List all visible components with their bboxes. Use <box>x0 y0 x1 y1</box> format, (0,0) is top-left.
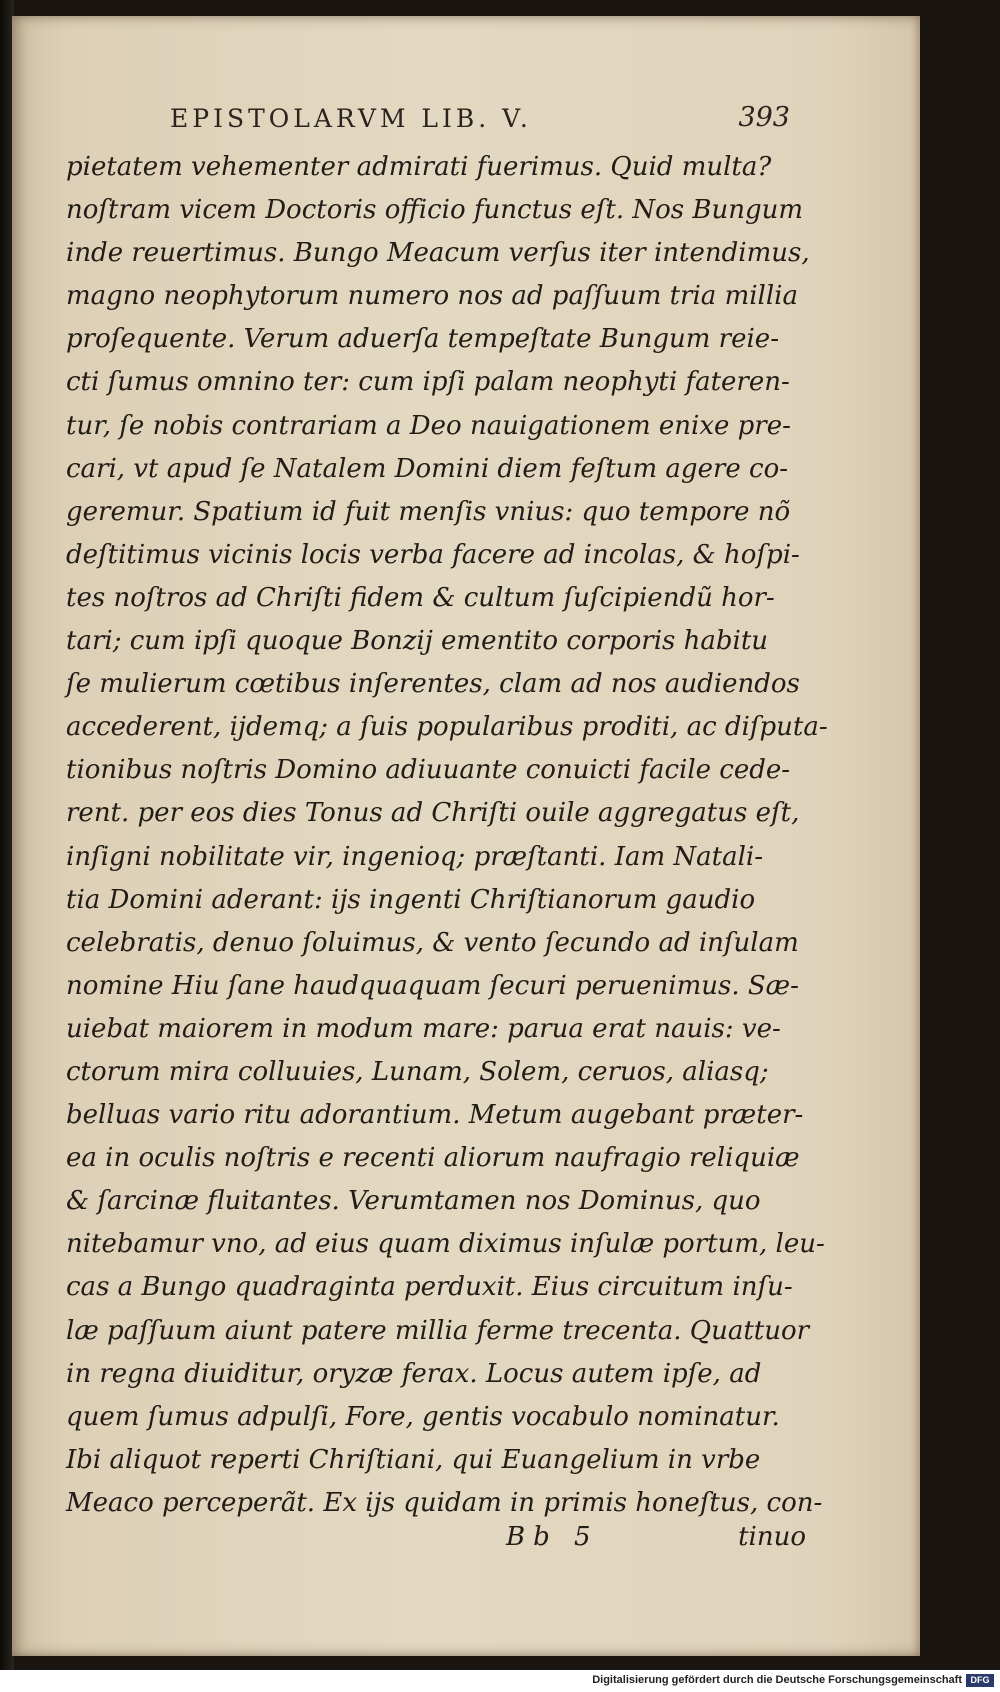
dfg-logo: DFG <box>966 1674 994 1687</box>
text-line: tia Domini aderant: ijs ingenti Chriſtianorum gaudio <box>66 884 756 915</box>
text-line: cas a Bungo quadraginta perduxit. Eius circuitum inſu- <box>66 1272 793 1303</box>
digitization-footer <box>0 1670 1000 1692</box>
text-line: geremur. Spatium id fuit menſis vnius: quo tempore nõ <box>66 496 791 527</box>
text-line: celebratis, denuo ſoluimus, & vento ſecundo ad inſulam <box>66 927 799 958</box>
text-line: tionibus noſtris Domino adiuuante conuicti facile cede- <box>66 755 791 786</box>
text-line: pietatem vehementer admirati fuerimus. Quid multa? <box>66 152 772 182</box>
text-line: tur, ſe nobis contrariam a Deo nauigationem enixe pre- <box>66 410 791 441</box>
page-header <box>170 102 790 142</box>
text-line: accederent, ijdemq; a ſuis popularibus proditi, ac diſputa- <box>66 712 828 743</box>
text-line: uiebat maiorem in modum mare: parua erat nauis: ve- <box>66 1013 781 1044</box>
text-line: nitebamur vno, ad eius quam diximus inſulæ portum, leu- <box>66 1229 825 1260</box>
text-line: læ paſſuum aiunt patere millia ferme trecenta. Quattuor <box>66 1315 810 1346</box>
text-line: Ibi aliquot reperti Chriſtiani, qui Euangelium in vrbe <box>66 1444 761 1475</box>
text-line: cti ſumus omnino ter: cum ipſi palam neophyti fateren- <box>66 367 790 398</box>
catchline <box>66 1516 806 1556</box>
text-line: belluas vario ritu adorantium. Metum augebant præter- <box>66 1100 804 1131</box>
text-line: inde reuertimus. Bungo Meacum verſus iter intendimus, <box>66 238 810 269</box>
text-line: ctorum mira colluuies, Lunam, Solem, ceruos, aliasq; <box>66 1056 769 1087</box>
signature-mark: Bb 5 <box>506 1522 599 1552</box>
running-title: EPISTOLARVM LIB. V. <box>170 104 532 133</box>
text-line: proſequente. Verum aduerſa tempeſtate Bungum reie- <box>66 324 779 355</box>
catchword: tinuo <box>738 1522 806 1552</box>
text-line: quem ſumus adpulſi, Fore, gentis vocabulo nominatur. <box>66 1401 780 1432</box>
text-line: inſigni nobilitate vir, ingenioq; præſtanti. Iam Natali- <box>66 841 764 872</box>
text-line: Meaco perceperãt. Ex ijs quidam in primis honeſtus, con- <box>66 1487 823 1518</box>
text-line: cari, vt apud ſe Natalem Domini diem feſtum agere co- <box>66 453 789 484</box>
text-line: magno neophytorum numero nos ad paſſuum tria millia <box>66 281 798 312</box>
funding-credit: Digitalisierung gefördert durch die Deutsche Forschungsgemeinschaft <box>592 1674 962 1686</box>
page-number: 393 <box>738 102 790 133</box>
text-line: & ſarcinæ fluitantes. Verumtamen nos Dominus, quo <box>66 1186 761 1217</box>
text-line: nomine Hiu ſane haudquaquam ſecuri peruenimus. Sæ- <box>66 970 799 1001</box>
text-line: tari; cum ipſi quoque Bonzij ementito corporis habitu <box>66 626 769 657</box>
text-line: tes noſtros ad Chriſti fidem & cultum ſuſcipiendũ hor- <box>66 582 775 613</box>
text-line: in regna diuiditur, oryzæ ferax. Locus autem ipſe, ad <box>66 1358 762 1389</box>
text-line: noſtram vicem Doctoris officio functus eſt. Nos Bungum <box>66 195 804 226</box>
text-line: ea in oculis noſtris e recenti aliorum naufragio reliquiæ <box>66 1143 800 1174</box>
text-line: ſe mulierum cœtibus inſerentes, clam ad nos audiendos <box>66 669 800 700</box>
book-page <box>12 16 920 1656</box>
text-line: rent. per eos dies Tonus ad Chriſti ouile aggregatus eſt, <box>66 798 800 829</box>
body-text <box>66 146 828 1552</box>
text-line: deſtitimus vicinis locis verba facere ad incolas, & hoſpi- <box>66 539 800 570</box>
